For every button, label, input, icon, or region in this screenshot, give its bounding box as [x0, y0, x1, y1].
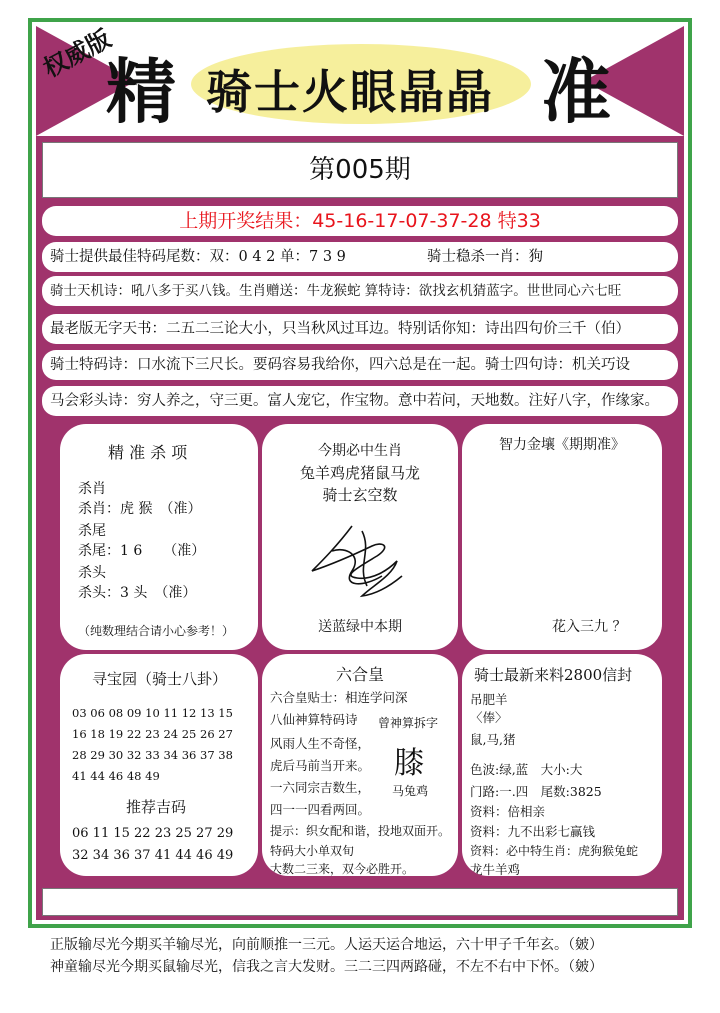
recommended-label: 推荐吉码	[126, 798, 187, 816]
panel-envelope	[462, 654, 662, 876]
poster-inner	[36, 26, 684, 920]
row-wordless-book: 最老版无字天书：二五二三论大小，只当秋风过耳边。特别话你知：诗出四句价三千（伯）	[42, 314, 678, 344]
liuhe-line: 八仙神算特码诗	[270, 712, 358, 727]
recommended-numbers: 32 34 36 37 41 44 46 49	[72, 848, 234, 863]
liuhe-line: 风雨人生不奇怪，	[270, 736, 371, 751]
liuhe-line: 虎后马前当开来。	[270, 758, 371, 773]
envelope-line: 门路:一.四 尾数:3825	[470, 784, 602, 799]
note-text: （纯数理结合请小心参考！）	[78, 624, 235, 638]
number-line: 28 29 30 32 33 34 36 37 38	[72, 748, 233, 762]
poster-frame	[28, 18, 692, 928]
bottom-poem-1: 正版输尽光今期买羊输尽光，向前顺推一三元。人运天运合地运，六十甲子千年玄。（皴）	[50, 937, 603, 953]
liuhe-line: 四一一四看两回。	[270, 802, 371, 817]
panel-title: 精 准 杀 项	[108, 443, 188, 462]
issue-number: 第005期	[42, 142, 678, 198]
recommended-numbers: 06 11 15 22 23 25 27 29	[72, 826, 234, 841]
envelope-line: 色波:绿,蓝 大小:大	[470, 762, 583, 777]
row-special-poem: 骑士特码诗：口水流下三尺长。要码容易我给你，四六总是在一起。骑士四句诗：机关巧设	[42, 350, 678, 380]
liuhe-line: 六合皇贴士：相连学问深	[270, 690, 408, 705]
liuhe-hint: 提示：织女配和谐，投地双面开。	[270, 824, 451, 838]
envelope-line: 龙牛羊鸡	[470, 862, 521, 876]
split-char: 膝	[394, 746, 424, 781]
kill-zodiac-text: 骑士稳杀一肖：狗	[427, 249, 543, 265]
panel-treasure	[60, 654, 258, 876]
liuhe-line: 大数二三来，双今必胜开。	[270, 862, 415, 876]
panel-wisdom	[462, 424, 662, 650]
row-tail-numbers	[42, 242, 678, 272]
kill-tail: 杀尾：1 6 （准）	[78, 543, 206, 559]
must-hit-bottom: 送蓝绿中本期	[318, 619, 402, 635]
split-char-label: 曾神算拆字	[378, 716, 439, 730]
kill-label: 杀头	[78, 565, 106, 581]
mystic-number-label: 骑士玄空数	[322, 486, 398, 504]
header	[36, 26, 684, 136]
authority-badge: 权威版	[38, 24, 116, 83]
treasure-title: 寻宝园（骑士八卦）	[92, 670, 228, 688]
number-line: 16 18 19 22 23 24 25 26 27	[72, 727, 233, 741]
envelope-line: 资料：九不出彩七赢钱	[470, 824, 596, 839]
signature-scribble	[302, 516, 412, 606]
kill-label: 杀肖	[78, 481, 106, 497]
liuhe-title: 六合皇	[335, 665, 384, 684]
must-hit-zodiacs: 兔羊鸡虎猪鼠马龙	[299, 464, 420, 482]
kill-head: 杀头：3 头 （准）	[78, 585, 197, 601]
big-char-right: 准	[541, 51, 611, 133]
liuhe-line: 一六同宗吉数生，	[270, 780, 371, 795]
panel-liuhe	[262, 654, 458, 876]
kill-zodiac: 杀肖：虎 猴 （准）	[78, 501, 202, 517]
wisdom-title: 智力金壤《期期准》	[499, 437, 625, 453]
panel-precise-kill	[60, 424, 258, 650]
wisdom-hint: 花入三九 ？	[552, 619, 627, 635]
page-title: 骑士火眼晶晶	[206, 65, 494, 119]
row-tianji-poem: 骑士天机诗：吼八多于买八钱。生肖赠送：牛龙猴蛇 算特诗：欲找玄机猜蓝字。世世同心六七旺	[42, 276, 678, 306]
envelope-line: 吊肥羊	[470, 692, 508, 707]
footer-box	[42, 888, 678, 916]
number-line: 41 44 46 48 49	[72, 769, 160, 783]
envelope-line: 资料：必中特生肖：虎狗猴兔蛇	[470, 844, 639, 858]
tail-numbers-text: 骑士提供最佳特码尾数：双：0 4 2 单：7 3 9	[50, 249, 346, 265]
big-char-left: 精	[106, 51, 176, 133]
envelope-title: 骑士最新来料2800信封	[474, 666, 633, 684]
envelope-line: 〈俸〉	[470, 710, 508, 725]
kill-label: 杀尾	[78, 523, 106, 539]
bottom-poem-2: 神童输尽光今期买鼠输尽光，信我之言大发财。三二三四两路碰，不左不右中下怀。（皴）	[50, 959, 603, 975]
split-char-zodiacs: 马兔鸡	[392, 784, 429, 798]
row-jockey-poem: 马会彩头诗：穷人养之，守三更。富人宠它，作宝物。意中若问，天地数。注好八字，作缘家。	[42, 386, 678, 416]
envelope-line: 资料：倍相亲	[470, 804, 546, 819]
number-line: 03 06 08 09 10 11 12 13 15	[72, 706, 233, 720]
liuhe-line: 特码大小单双旬	[270, 844, 355, 858]
panel-must-hit	[262, 424, 458, 650]
must-hit-title: 今期必中生肖	[318, 443, 402, 459]
last-result: 上期开奖结果：45-16-17-07-37-28 特33	[42, 206, 678, 236]
envelope-line: 鼠,马,猪	[470, 732, 516, 747]
